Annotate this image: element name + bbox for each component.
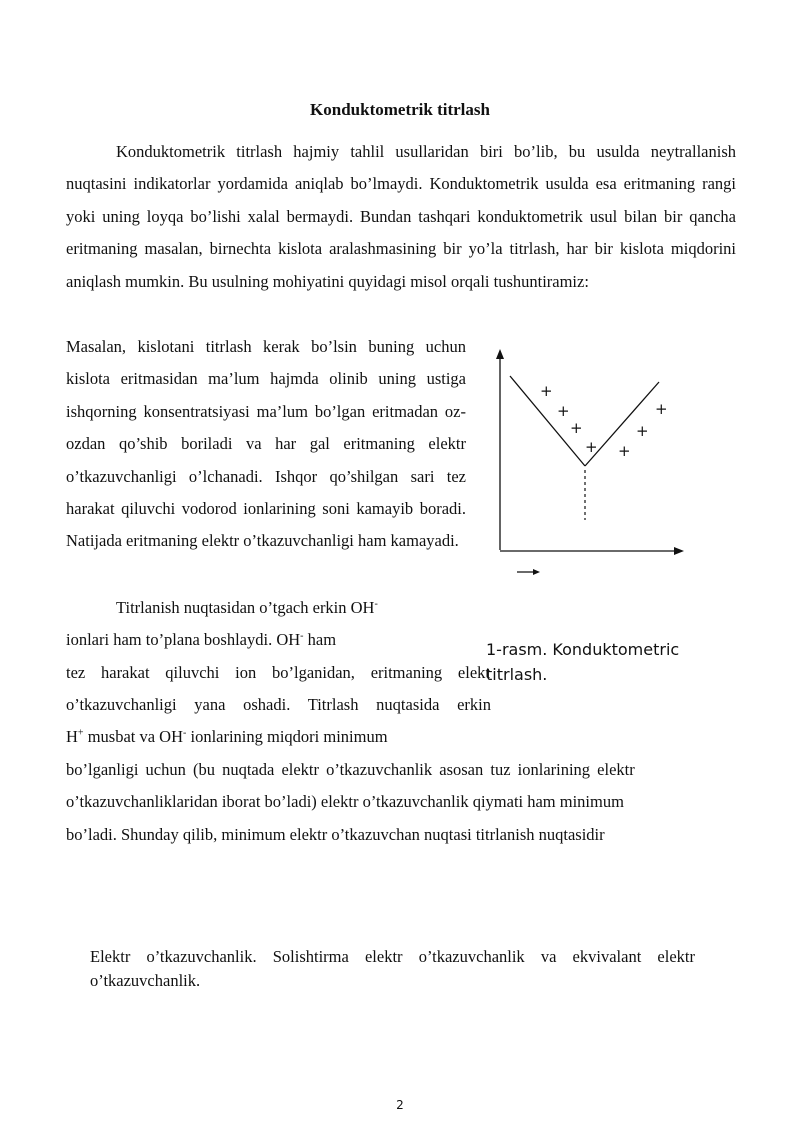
- figure-caption: 1-rasm. Konduktometric titrlash.: [486, 640, 680, 684]
- section-heading-text: Elektr o’tkazuvchanlik. Solishtirma elektr o’tkazuvchanlik va ekvivalant elektr o’tkazuvchanlik.: [90, 947, 695, 990]
- plus-sign: +: [570, 419, 583, 437]
- y-axis-arrow: [496, 349, 504, 359]
- paragraph-line: H+ musbat va OH- ionlarining miqdori minimum: [66, 727, 388, 746]
- paragraph-line: o’tkazuvchanligi yana oshadi. Titrlash nuqtasida erkin: [66, 695, 491, 714]
- intro-paragraph: Konduktometrik titrlash hajmiy tahlil usullaridan biri bo’lib, bu usulda neytrallanish nuqtasini indikatorlar yordamida aniqlab bo’lmaydi. Konduktometrik usulda esa eritmaning rangi yoki uning loyqa bo’lishi xalal bermaydi. Bundan tashqari konduktometrik usul bilan bir qancha eritmaning masalan, birnechta kislota aralashmasining bir yo’la titrlash, har bir kislota miqdorini aniqlash mumkin. Bu usulning mohiyatini quyidagi misol orqali tushuntiramiz:: [66, 142, 736, 291]
- paragraph-line: Titrlanish nuqtasidan o’tgach erkin OH-: [116, 598, 378, 617]
- plus-sign: +: [540, 382, 553, 400]
- paragraph-line: tez harakat qiluvchi ion bo’lganidan, eritmaning elekt: [66, 663, 490, 682]
- page-number: 2: [396, 1098, 404, 1112]
- plus-sign: +: [636, 422, 649, 440]
- page-title: Konduktometrik titrlash: [310, 100, 490, 119]
- paragraph-line: o’tkazuvchanliklaridan iborat bo’ladi) elektr o’tkazuvchanlik qiymati ham minimum: [66, 792, 624, 811]
- paragraph-line: bo’ladi. Shunday qilib, minimum elektr o’tkazuvchan nuqtasi titrlanish nuqtasidir: [66, 825, 605, 844]
- paragraph-line: bo’lganligi uchun (bu nuqtada elektr o’tkazuvchanlik asosan tuz ionlarining elektr: [66, 760, 635, 779]
- plus-sign: +: [585, 438, 598, 456]
- plus-sign: +: [655, 400, 668, 418]
- x-axis-arrow: [674, 547, 684, 555]
- titration-figure: [488, 340, 698, 580]
- plus-sign: +: [618, 442, 631, 460]
- paragraph-line: ionlari ham to’plana boshlaydi. OH- ham: [66, 630, 337, 649]
- direction-arrow-head: [533, 569, 540, 575]
- plus-sign: +: [557, 402, 570, 420]
- example-paragraph: Masalan, kislotani titrlash kerak bo’lsin buning uchun kislota eritmasidan ma’lum hajmda olinib uning ustiga ishqorning konsentratsiyasi ma’lum bo’lgan eritmadan oz-ozdan qo’shib boriladi va har gal eritmaning elektr o’tkazuvchanligi o’lchanadi. Ishqor qo’shilgan sari tez harakat qiluvchi vodorod ionlarining soni kamayib boradi. Natijada eritmaning elektr o’tkazuvchanligi ham kamayadi.: [66, 337, 466, 551]
